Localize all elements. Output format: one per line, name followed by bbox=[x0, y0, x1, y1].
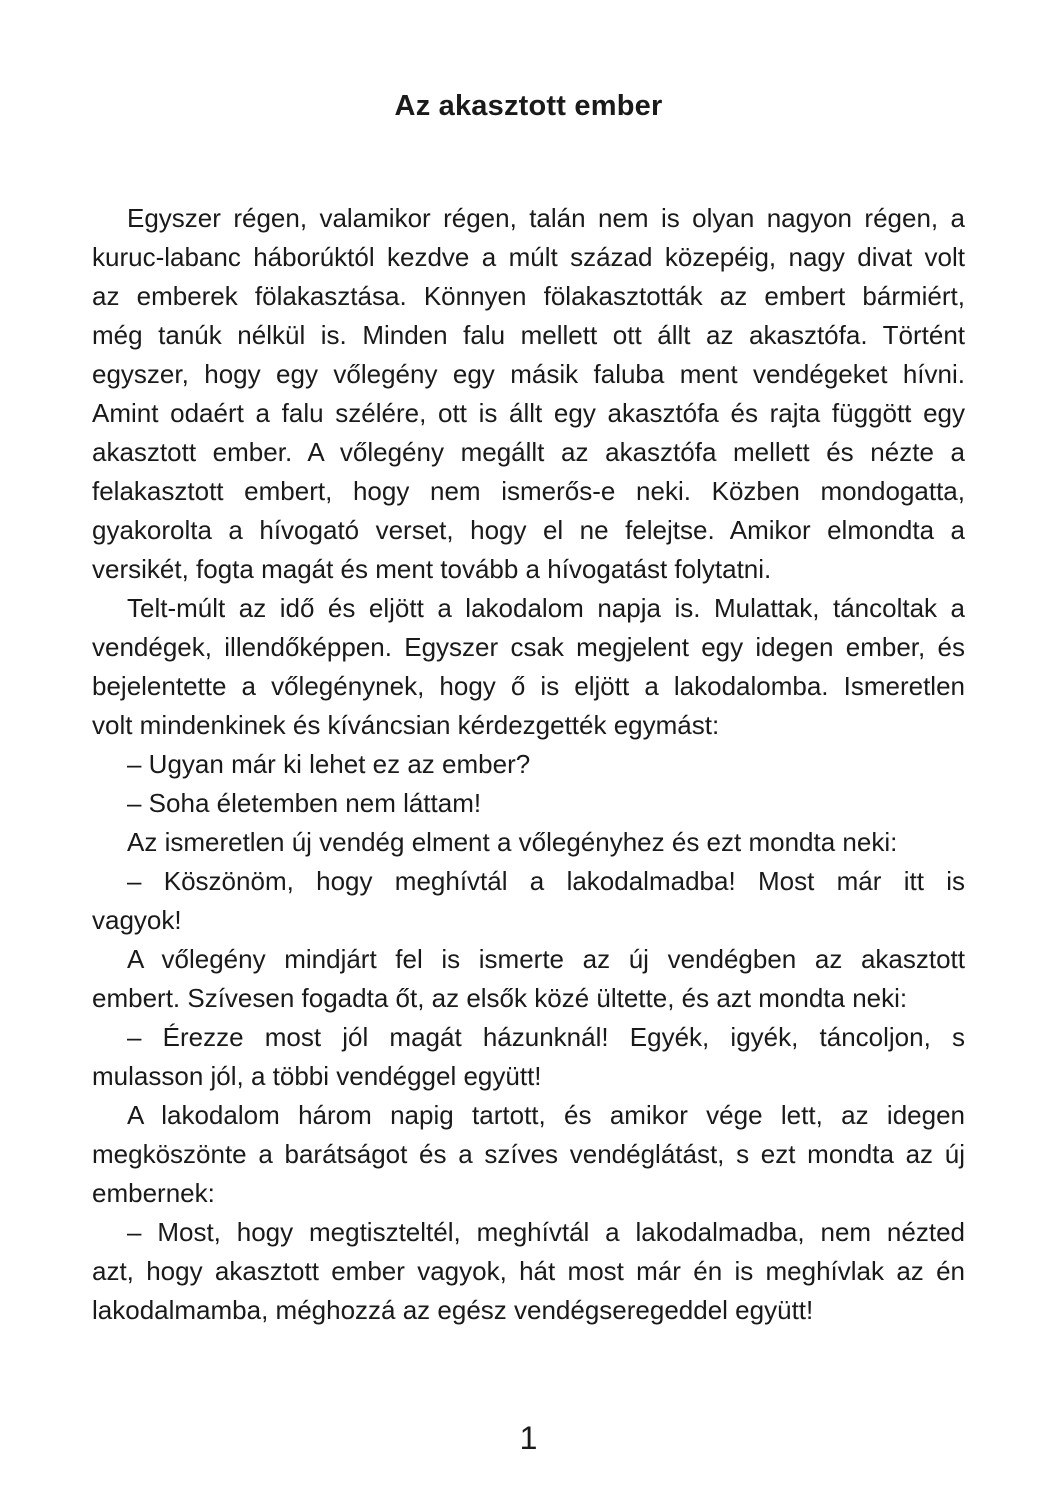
text-line: embernek: bbox=[92, 1178, 215, 1208]
paragraph bbox=[92, 1096, 965, 1213]
text-line: – Köszönöm, hogy meghívtál a lakodalmadba! Most már itt is bbox=[127, 866, 965, 896]
text-line: még tanúk nélkül is. Minden falu mellett ott állt az akasztófa. Történt bbox=[92, 320, 965, 350]
text-line: embert. Szívesen fogadta őt, az elsők közé ültette, és azt mondta neki: bbox=[92, 983, 908, 1013]
text-line: A vőlegény mindjárt fel is ismerte az új vendégben az akasztott bbox=[127, 944, 965, 974]
text-line: Amint odaért a falu szélére, ott is állt egy akasztófa és rajta függött egy bbox=[92, 398, 965, 428]
text-line: Az ismeretlen új vendég elment a vőlegényhez és ezt mondta neki: bbox=[127, 827, 898, 857]
paragraph bbox=[92, 823, 965, 862]
text-line: egyszer, hogy egy vőlegény egy másik faluba ment vendégeket hívni. bbox=[92, 359, 965, 389]
text-line: volt mindenkinek és kíváncsian kérdezgették egymást: bbox=[92, 710, 720, 740]
text-line: versikét, fogta magát és ment tovább a hívogatást folytatni. bbox=[92, 554, 772, 584]
text-line: – Most, hogy megtiszteltél, meghívtál a lakodalmadba, nem nézted bbox=[127, 1217, 965, 1247]
paragraph bbox=[92, 1018, 965, 1096]
text-line: felakasztott embert, hogy nem ismerős-e neki. Közben mondogatta, bbox=[92, 476, 965, 506]
text-line: Telt-múlt az idő és eljött a lakodalom napja is. Mulattak, táncoltak a bbox=[127, 593, 965, 623]
text-line: A lakodalom három napig tartott, és amikor vége lett, az idegen bbox=[127, 1100, 965, 1130]
text-line: vendégek, illendőképpen. Egyszer csak megjelent egy idegen ember, és bbox=[92, 632, 965, 662]
text-line: Egyszer régen, valamikor régen, talán nem is olyan nagyon régen, a bbox=[127, 203, 965, 233]
text-line: mulasson jól, a többi vendéggel együtt! bbox=[92, 1061, 542, 1091]
text-line: lakodalmamba, méghozzá az egész vendégseregeddel együtt! bbox=[92, 1295, 814, 1325]
text-line: az emberek fölakasztása. Könnyen fölakasztották az embert bármiért, bbox=[92, 281, 965, 311]
paragraph bbox=[92, 199, 965, 589]
document-body bbox=[92, 199, 965, 1330]
text-line: kuruc-labanc háborúktól kezdve a múlt század közepéig, nagy divat volt bbox=[92, 242, 965, 272]
paragraph bbox=[92, 745, 965, 784]
paragraph bbox=[92, 1213, 965, 1330]
text-line: – Soha életemben nem láttam! bbox=[127, 788, 482, 818]
text-line: – Ugyan már ki lehet ez az ember? bbox=[127, 749, 531, 779]
page-number: 1 bbox=[519, 1420, 538, 1456]
paragraph bbox=[92, 940, 965, 1018]
text-line: – Érezze most jól magát házunknál! Egyék, igyék, táncoljon, s bbox=[127, 1022, 965, 1052]
text-line: akasztott ember. A vőlegény megállt az akasztófa mellett és nézte a bbox=[92, 437, 965, 467]
text-line: gyakorolta a hívogató verset, hogy el ne felejtse. Amikor elmondta a bbox=[92, 515, 965, 545]
paragraph bbox=[92, 784, 965, 823]
paragraph bbox=[92, 589, 965, 745]
text-line: azt, hogy akasztott ember vagyok, hát most már én is meghívlak az én bbox=[92, 1256, 965, 1286]
text-line: megköszönte a barátságot és a szíves vendéglátást, s ezt mondta az új bbox=[92, 1139, 965, 1169]
text-line: vagyok! bbox=[92, 905, 182, 935]
paragraph bbox=[92, 862, 965, 940]
text-line: bejelentette a vőlegénynek, hogy ő is eljött a lakodalomba. Ismeretlen bbox=[92, 671, 965, 701]
document-title: Az akasztott ember bbox=[394, 90, 663, 122]
